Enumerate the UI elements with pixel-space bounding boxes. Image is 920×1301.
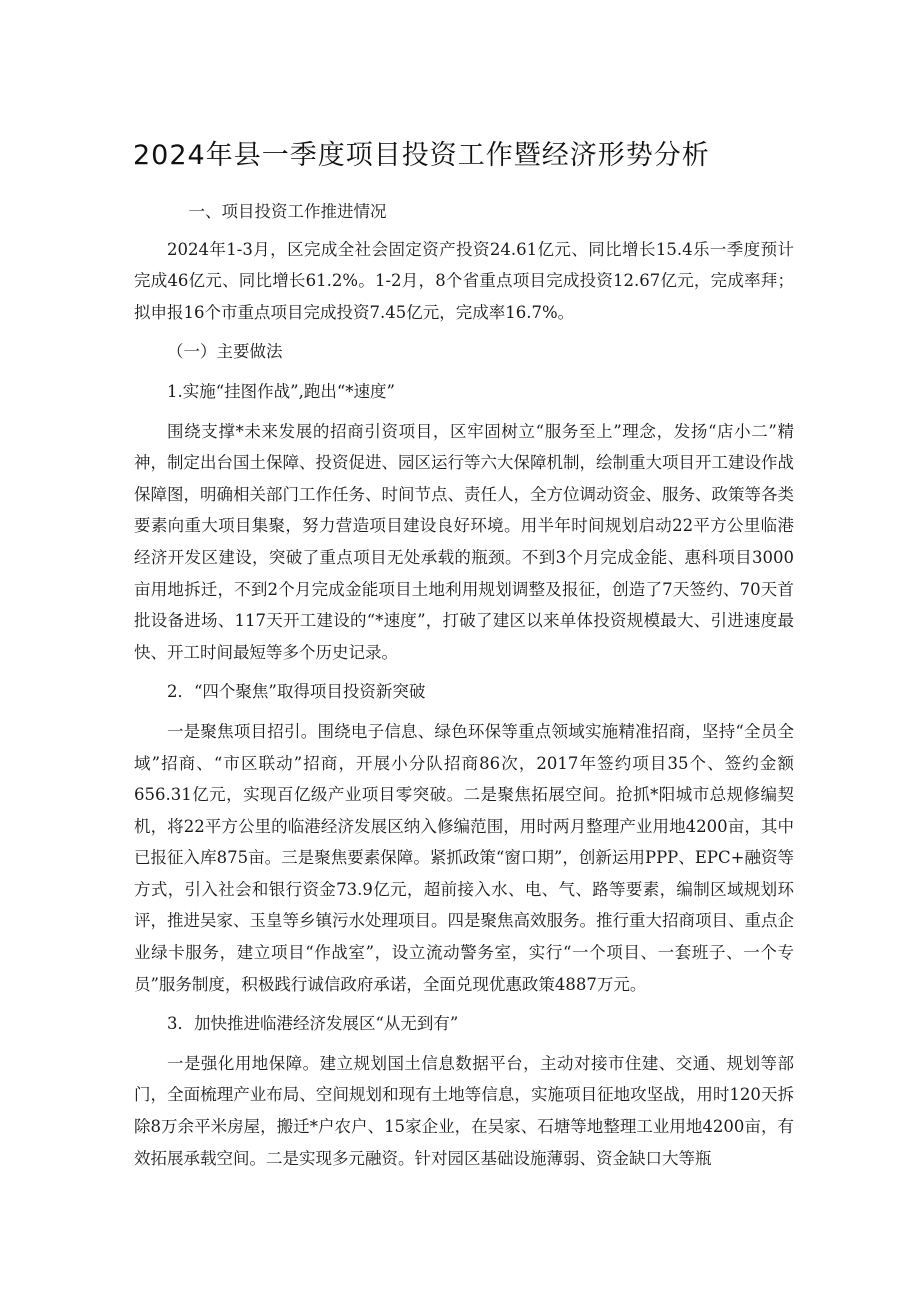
section-heading: 一、项目投资工作推进情况 [188,202,387,221]
item-heading: 3．加快推进临港经济发展区“从无到有” [167,1014,459,1034]
item-heading: 2．“四个聚焦”取得项目投资新突破 [167,682,426,702]
document-body [134,196,794,1174]
paragraph: 一是聚焦项目招引。围绕电子信息、绿色环保等重点领域实施精准招商，坚持“全员全域”招商、“市区联动”招商，开展小分队招商86次，2017年签约项目35个、签约金额656.31亿元，实现百亿级产业项目零突破。二是聚焦拓展空间。抢抓*阳城市总规修编契机，将22平方公里的临港经济发展区纳入修编范围，用时两月整理产业用地4200亩，其中已报征入库875亩。三是聚焦要素保障。紧抓政策“窗口期”，创新运用PPP、EPC+融资等方式，引入社会和银行资金73.9亿元，超前接入水、电、气、路等要素，编制区域规划环评，推进吴家、玉皇等乡镇污水处理项目。四是聚焦高效服务。推行重大招商项目、重点企业绿卡服务，建立项目“作战室”，设立流动警务室，实行“一个项目、一套班子、一个专员”服务制度，积极践行诚信政府承诺，全面兑现优惠政策4887万元。 [134,721,794,994]
subsection-heading: （一）主要做法 [167,342,283,362]
document-title: 2024年县一季度项目投资工作暨经济形势分析 [133,140,710,171]
item-heading: 1.实施“挂图作战”,跑出“*速度” [167,381,395,401]
paragraph: 一是强化用地保障。建立规划国土信息数据平台，主动对接市住建、交通、规划等部门，全面梳理产业布局、空间规划和现有土地等信息，实施项目征地攻坚战，用时120天拆除8万余平米房屋，搬迁*户农户、15家企业，在吴家、石塘等地整理工业用地4200亩，有效拓展承载空间。二是实现多元融资。针对园区基础设施薄弱、资金缺口大等瓶 [134,1053,794,1168]
paragraph: 2024年1-3月，区完成全社会固定资产投资24.61亿元、同比增长15.4乐一季度预计完成46亿元、同比增长61.2%。1-2月，8个省重点项目完成投资12.67亿元，完成率拜；拟申报16个市重点项目完成投资7.45亿元，完成率16.7%。 [134,239,794,322]
paragraph: 围绕支撑*未来发展的招商引资项目，区牢固树立“服务至上”理念，发扬“店小二”精神，制定出台国土保障、投资促进、园区运行等六大保障机制，绘制重大项目开工建设作战保障图，明确相关部门工作任务、时间节点、责任人，全方位调动资金、服务、政策等各类要素向重大项目集聚，努力营造项目建设良好环境。用半年时间规划启动22平方公里临港经济开发区建设，突破了重点项目无处承载的瓶颈。不到3个月完成金能、惠科项目3000亩用地拆迁，不到2个月完成金能项目土地利用规划调整及报征，创造了7天签约、70天首批设备进场、117天开工建设的“*速度”，打破了建区以来单体投资规模最大、引进速度最快、开工时间最短等多个历史记录。 [134,421,794,662]
